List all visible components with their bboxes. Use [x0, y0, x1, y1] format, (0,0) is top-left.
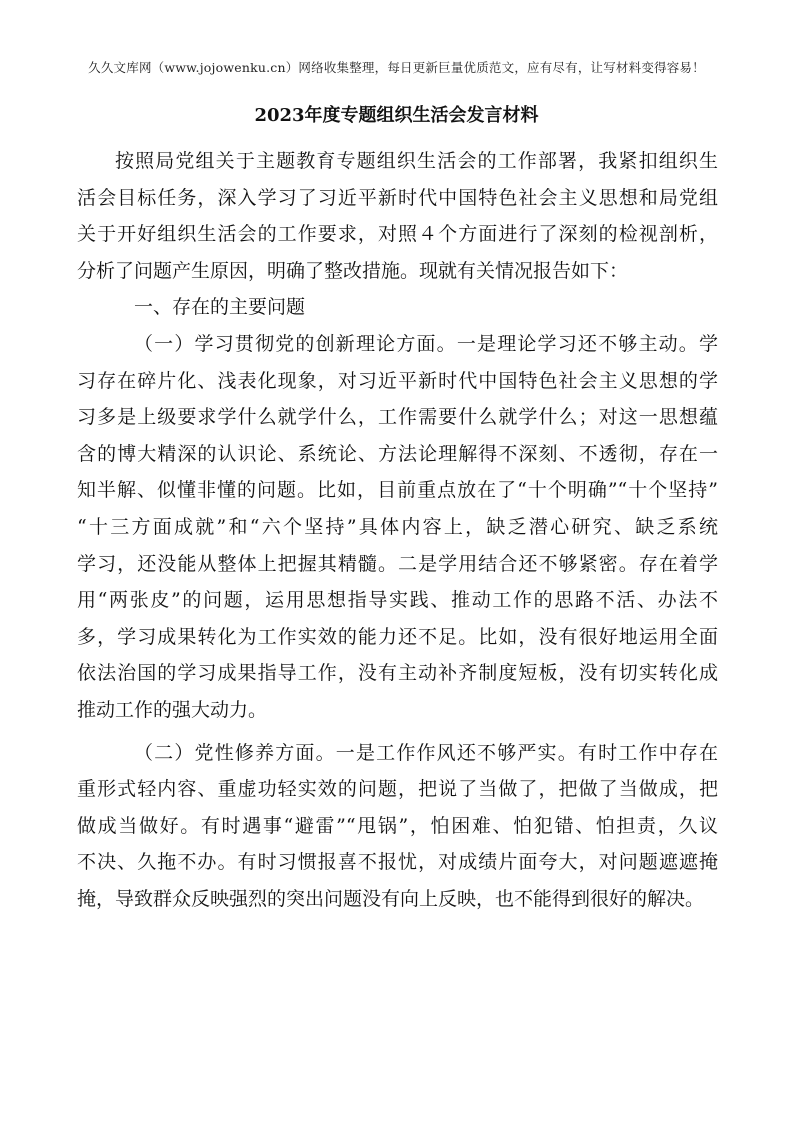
- paragraph-line: 依法治国的学习成果指导工作，没有主动补齐制度短板，没有切实转化成: [77, 662, 718, 685]
- paragraph-line: 习存在碎片化、浅表化现象，对习近平新时代中国特色社会主义思想的学: [77, 369, 718, 392]
- paragraph-line: 分析了问题产生原因，明确了整改措施。现就有关情况报告如下：: [77, 259, 629, 282]
- paragraph-line: 做成当做好。有时遇事“避雷”“甩锅”，怕困难、怕犯错、怕担责，久议: [77, 814, 718, 837]
- paragraph-line: “十三方面成就”和“六个坚持”具体内容上，缺乏潜心研究、缺乏系统: [77, 515, 718, 538]
- paragraph-line: （一）学习贯彻党的创新理论方面。一是理论学习还不够主动。学: [134, 332, 718, 355]
- paragraph-line: 活会目标任务，深入学习了习近平新时代中国特色社会主义思想和局党组: [77, 186, 718, 209]
- paragraph-line: （二）党性修养方面。一是工作作风还不够严实。有时工作中存在: [134, 741, 718, 764]
- paragraph-line: 含的博大精深的认识论、系统论、方法论理解得不深刻、不透彻，存在一: [77, 442, 718, 465]
- paragraph-line: 推动工作的强大动力。: [77, 698, 268, 721]
- paragraph-line: 按照局党组关于主题教育专题组织生活会的工作部署，我紧扣组织生: [115, 150, 718, 172]
- page-header-note: 久久文库网（www.jojowenku.cn）网络收集整理，每日更新巨量优质范文，应有尽有，让写材料变得容易！: [88, 60, 705, 75]
- paragraph-line: 重形式轻内容、重虚功轻实效的问题，把说了当做了，把做了当做成，把: [77, 778, 718, 801]
- paragraph-line: 学习，还没能从整体上把握其精髓。二是学用结合还不够紧密。存在着学: [77, 552, 718, 575]
- paragraph-line: 多，学习成果转化为工作实效的能力还不足。比如，没有很好地运用全面: [77, 625, 718, 648]
- paragraph-line: 用“两张皮”的问题，运用思想指导实践、推动工作的思路不活、办法不: [77, 589, 718, 612]
- paragraph-line: 习多是上级要求学什么就学什么，工作需要什么就学什么；对这一思想蕴: [77, 406, 718, 429]
- paragraph-line: 不决、久拖不办。有时习惯报喜不报忧，对成绩片面夸大，对问题遮遮掩: [77, 851, 718, 874]
- paragraph-line: 掩，导致群众反映强烈的突出问题没有向上反映，也不能得到很好的解决。: [77, 887, 705, 910]
- paragraph-line: 知半解、似懂非懂的问题。比如，目前重点放在了“十个明确”“十个坚持”: [77, 479, 718, 502]
- page-title: 2023年度专题组织生活会发言材料: [254, 105, 539, 126]
- paragraph-line: 关于开好组织生活会的工作要求，对照４个方面进行了深刻的检视剖析，: [77, 223, 718, 246]
- document-body: [77, 143, 718, 917]
- section-heading: 一、存在的主要问题: [134, 296, 306, 319]
